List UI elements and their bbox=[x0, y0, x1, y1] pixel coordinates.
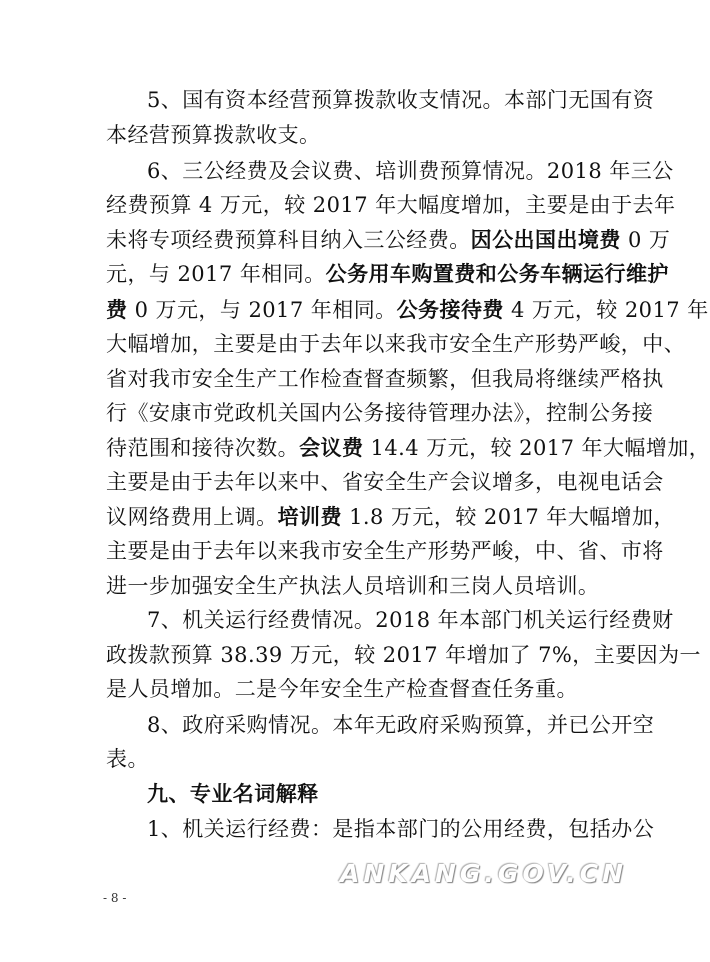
text-line bbox=[106, 502, 675, 532]
text-span: 政拨款预算 38.39 万元，较 2017 年增加了 7%，主要因为一 bbox=[106, 643, 702, 667]
text-span: 元，与 2017 年相同。 bbox=[106, 262, 326, 286]
text-span: 4 万元，较 2017 年 bbox=[503, 298, 709, 322]
text-span: 大幅增加，主要是由于去年以来我市安全生产形势严峻，中、 bbox=[106, 332, 686, 356]
text-line bbox=[106, 744, 581, 774]
text-span: 1、机关运行经费：是指本部门的公用经费，包括办公 bbox=[147, 817, 655, 841]
text-span: 主要是由于去年以来中、省安全生产会议增多，电视电话会 bbox=[106, 470, 664, 494]
text-span: 0 万 bbox=[620, 228, 671, 252]
text-span: 经费预算 4 万元，较 2017 年大幅度增加，主要是由于去年 bbox=[106, 193, 676, 217]
text-span: 待范围和接待次数。 bbox=[106, 436, 300, 460]
text-line bbox=[106, 295, 709, 325]
text-span: 1.8 万元，较 2017 年大幅增加， bbox=[341, 505, 675, 529]
text-line bbox=[106, 225, 671, 255]
text-line bbox=[147, 710, 655, 740]
text-line bbox=[106, 571, 600, 601]
text-line bbox=[106, 329, 686, 359]
text-span: 议网络费用上调。 bbox=[106, 505, 278, 529]
text-span: 未将专项经费预算科目纳入三公经费。 bbox=[106, 228, 471, 252]
text-span: 行《安康市党政机关国内公务接待管理办法》，控制公务接 bbox=[106, 401, 654, 425]
text-span: 6、三公经费及会议费、培训费预算情况。2018 年三公 bbox=[147, 159, 674, 183]
text-line bbox=[106, 433, 710, 463]
text-line bbox=[147, 605, 674, 635]
text-span: 九、专业名词解释 bbox=[147, 782, 319, 806]
text-span: 表。 bbox=[106, 747, 149, 771]
text-line bbox=[147, 156, 674, 186]
bold-term: 公务用车购置费和公务车辆运行维护 bbox=[325, 261, 669, 286]
bold-term: 因公出国出境费 bbox=[470, 227, 621, 252]
text-line bbox=[147, 85, 655, 115]
text-line bbox=[106, 364, 664, 394]
text-span: 0 万元，与 2017 年相同。 bbox=[127, 298, 397, 322]
text-span: 本经营预算拨款收支。 bbox=[106, 123, 321, 147]
bold-term: 费 bbox=[106, 297, 128, 322]
text-span: 14.4 万元，较 2017 年大幅增加， bbox=[363, 436, 710, 460]
site-watermark: ANKANG.GOV.CN bbox=[340, 859, 628, 888]
text-span: 进一步加强安全生产执法人员培训和三岗人员培训。 bbox=[106, 574, 600, 598]
text-span: 是人员增加。二是今年安全生产检查督查任务重。 bbox=[106, 677, 578, 701]
text-line bbox=[106, 398, 654, 428]
bold-term: 培训费 bbox=[277, 504, 342, 529]
text-span: 7、机关运行经费情况。2018 年本部门机关运行经费财 bbox=[147, 608, 674, 632]
text-line bbox=[106, 640, 702, 670]
text-line bbox=[106, 120, 581, 150]
bold-term: 会议费 bbox=[299, 435, 364, 460]
text-line bbox=[106, 674, 581, 704]
page-number: - 8 - bbox=[103, 891, 127, 905]
section-heading bbox=[147, 779, 581, 809]
text-span: 8、政府采购情况。本年无政府采购预算，并已公开空 bbox=[147, 713, 655, 737]
text-line bbox=[106, 259, 669, 289]
text-span: 省对我市安全生产工作检查督查频繁，但我局将继续严格执 bbox=[106, 367, 664, 391]
text-span: 主要是由于去年以来我市安全生产形势严峻，中、省、市将 bbox=[106, 539, 664, 563]
text-line bbox=[147, 814, 655, 844]
bold-term: 公务接待费 bbox=[396, 297, 504, 322]
text-line bbox=[106, 536, 664, 566]
text-line bbox=[106, 467, 664, 497]
text-span: 5、国有资本经营预算拨款收支情况。本部门无国有资 bbox=[147, 88, 655, 112]
text-line bbox=[106, 190, 676, 220]
